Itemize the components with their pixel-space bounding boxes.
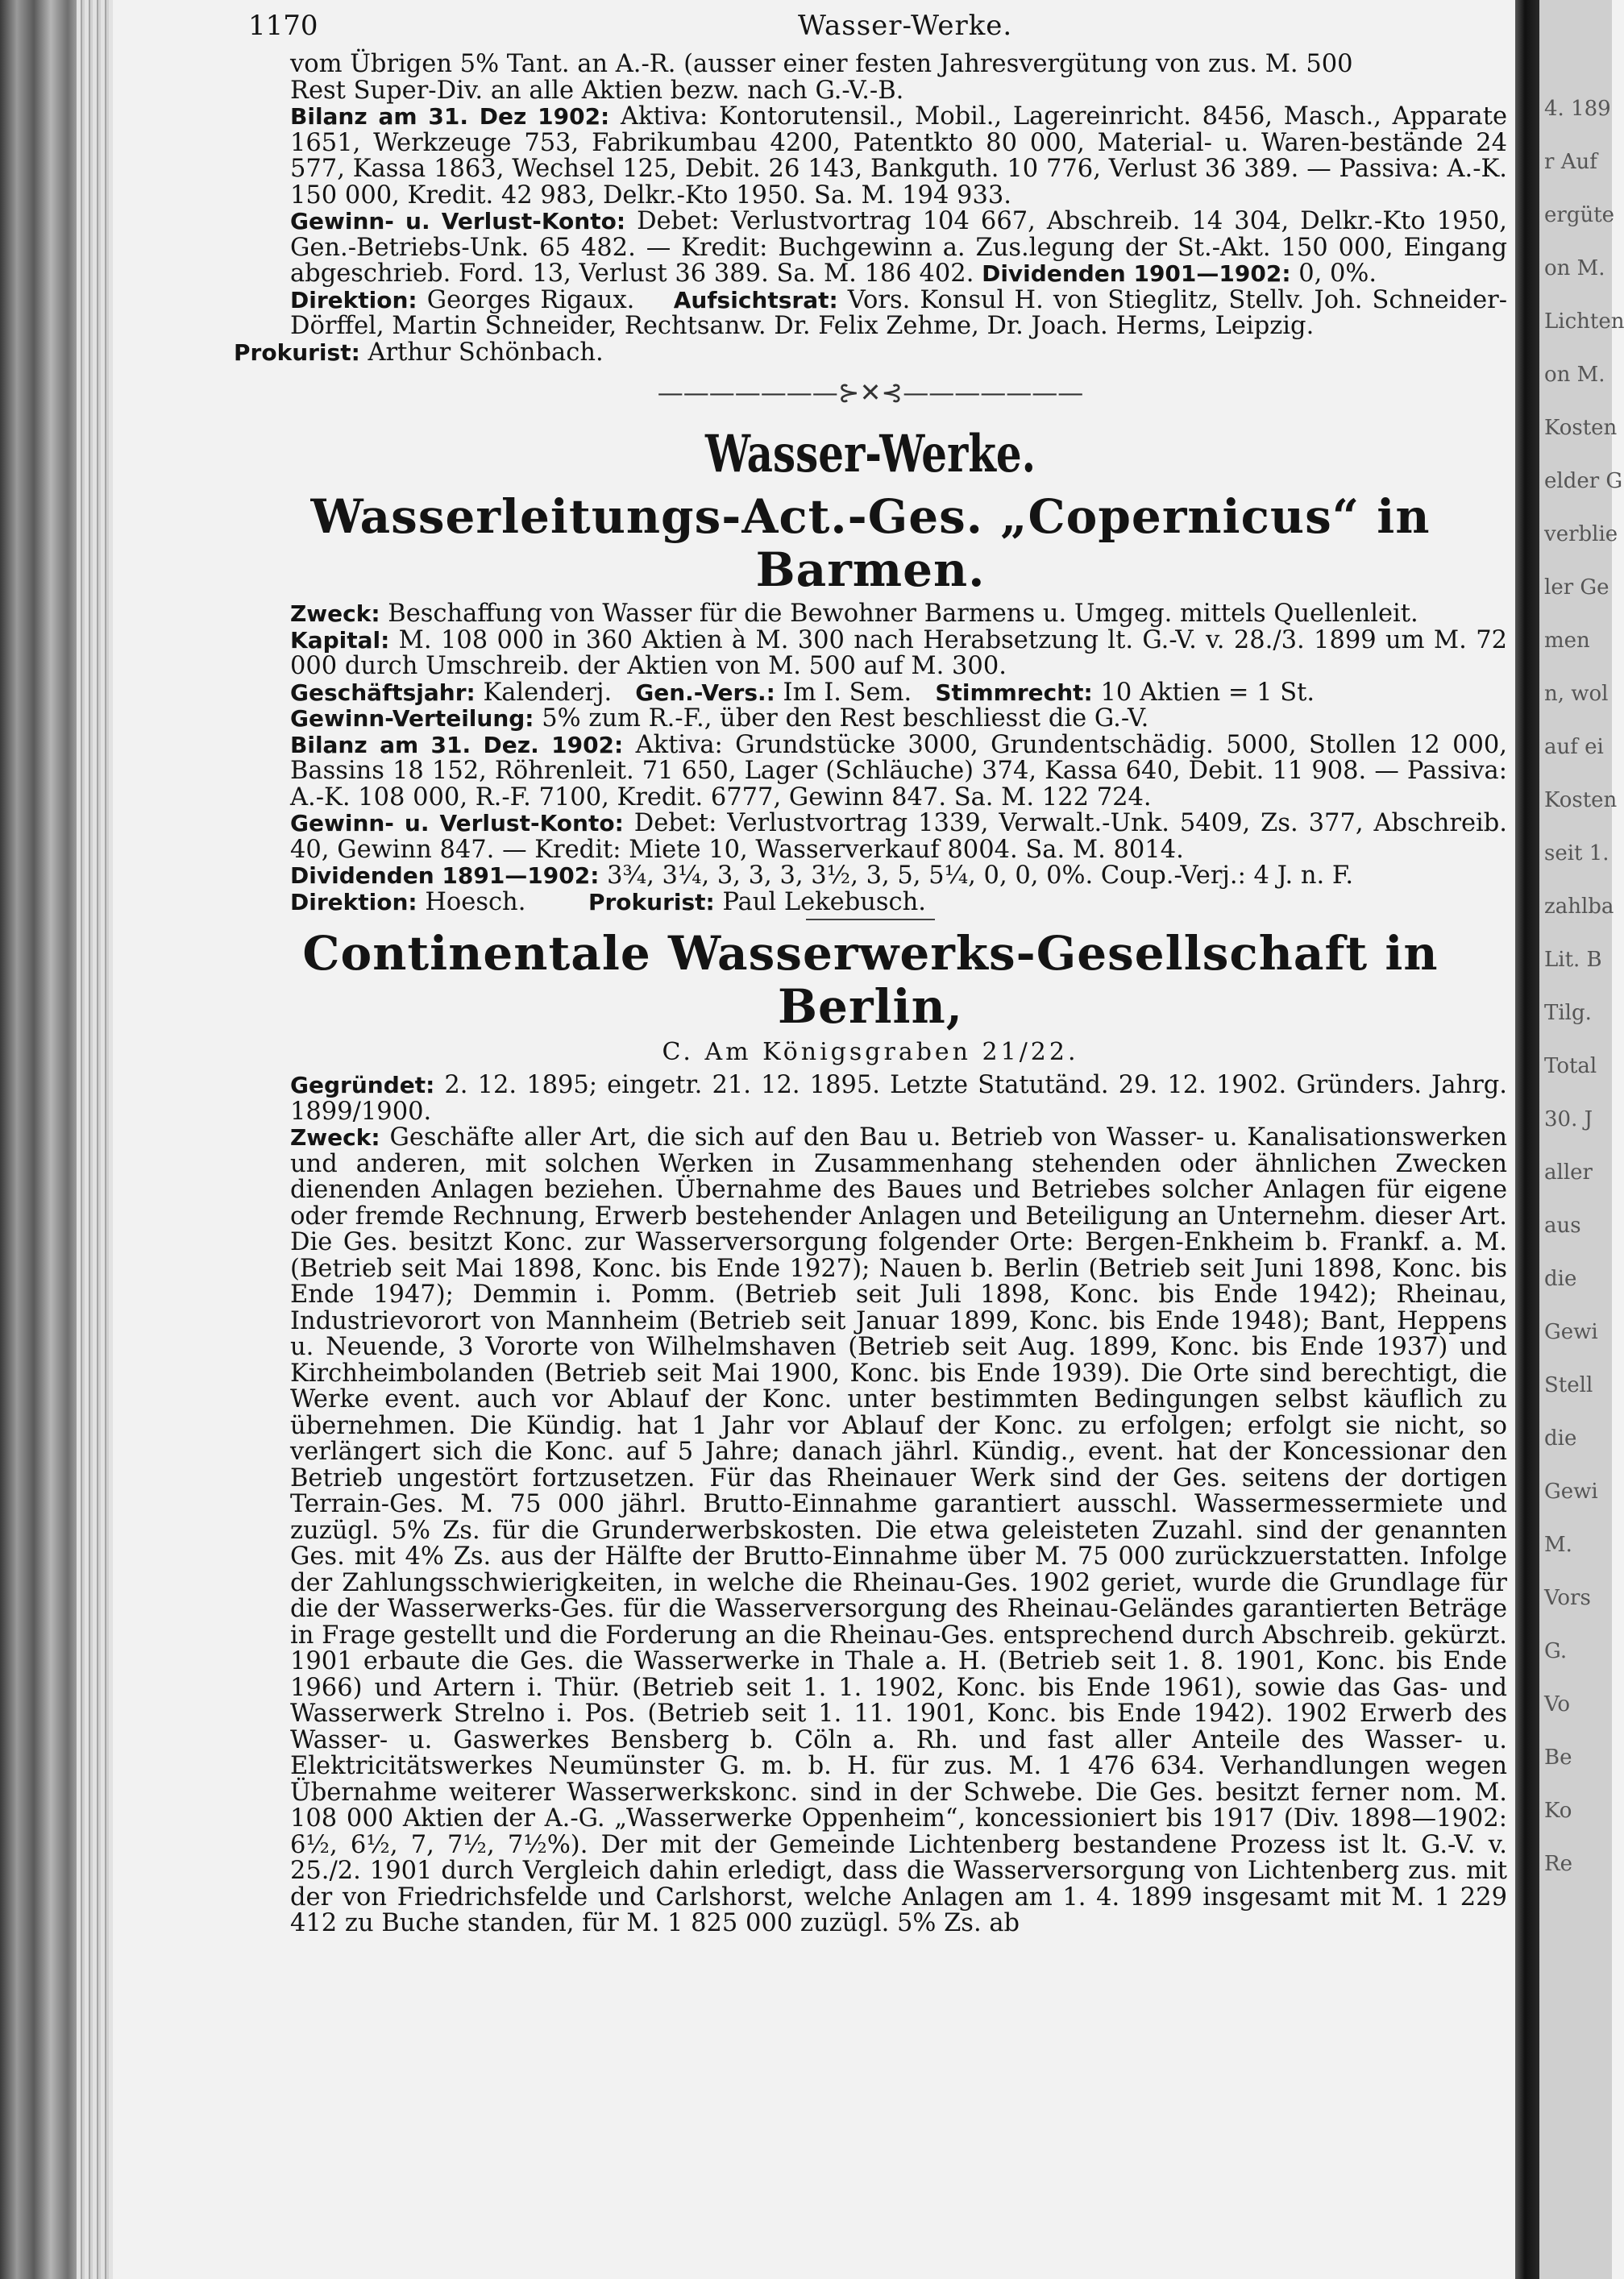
adjacent-page-fragment: Re — [1544, 1852, 1572, 1876]
adjacent-page-fragment: ler Ge — [1544, 575, 1609, 600]
field-value: Aktiva: Grundstücke 3000, Grundentschädig. 5000, Stollen 12 000, Bassins 18 152, Röhrenleit. 71 650, Lager (Schläuche) 374, Kassa 640, Debit. 11 908. — Passiva: A.-K. 108 000, R.-F. 7100, Kredit. 6777, Gewinn 847. Sa. M. 122 724. — [290, 730, 1507, 812]
adjacent-page-fragment: M. — [1544, 1533, 1572, 1557]
field-value: Geschäfte aller Art, die sich auf den Bau u. Betrieb von Wasser- u. Kanalisationswerken und anderen, mit solchen Werken in Zusammenhang stehenden oder ähnlichen Zwecken dienenden Anlagen beziehen. Übernahme des Baues und Betriebes solcher Anlagen für eigene oder fremde Rechnung, Erwerb bestehender Anlagen und Beteiligung an Unternehm. dieser Art. Die Ges. besitzt Konc. zur Wasserversorgung folgender Orte: Bergen-Enkheim b. Frankf. a. M. (Betrieb seit Mai 1898, Konc. bis Ende 1927); Nauen b. Berlin (Betrieb seit Juni 1898, Konc. bis Ende 1947); Demmin i. Pomm. (Betrieb seit Juli 1898, Konc. bis Ende 1942); Rheinau, Industrievorort von Mannheim (Betrieb seit Januar 1899, Konc. bis Ende 1948); Bant, Heppens u. Neuende, 3 Vororte von Wilhelmshaven (Betrieb seit Aug. 1899, Konc. bis Ende 1937) und Kirchheimbolanden (Betrieb seit Mai 1900, Konc. bis Ende 1939). Die Orte sind berechtigt, die Werke event. auch vor Ablauf der Konc. unter bestimmten Bedingungen selbst käuflich zu übernehmen. Die Kündig. hat 1 Jahr vor Ablauf der Konc. zu erfolgen; erfolgt sie nicht, so verlängert sich die Konc. auf 5 Jahre; danach jährl. Kündig., event. hat der Koncessionar den Betrieb ungestört fortzusetzen. Für das Rheinauer Werk sind der Ges. seitens der dortigen Terrain-Ges. M. 75 000 jährl. Brutto-Einnahme garantiert ausschl. Wassermessermiete und zuzügl. 5% Zs. für die Grunderwerbskosten. Die etwa geleisteten Zuzahl. sind der genannten Ges. mit 4% Zs. aus der Hälfte der Brutto-Einnahme über M. 75 000 zurückzuerstatten. Infolge der Zahlungsschwierigkeiten, in welche die Rheinau-Ges. 1902 geriet, wurde die Grundlage für die der Wasserwerks-Ges. für die Wasserversorgung des Rheinau-Geländes garantierten Beträge in Frage gestellt und die Forderung an die Rheinau-Ges. entsprechend durch Abschreib. gekürzt. 1901 erbaute die Ges. die Wasserwerke in Thale a. H. (Betrieb seit 1. 8. 1901, Konc. bis Ende 1966) und Artern i. Thür. (Betrieb seit 1. 1. 1902, Konc. bis Ende 1961), sowie das Gas- und Wasserwerk Strelno i. Pos. (Betrieb seit 1. 11. 1901, Konc. bis Ende 1942). 1902 Erwerb des Wasser- u. Gaswerkes Bensberg b. Cöln a. Rh. und fast aller Anteile des Wasser- u. Elektricitätswerkes Neumünster G. m. b. H. für zus. M. 1 476 634. Verhandlungen wegen Übernahme weiterer Wasserwerkskonc. sind in der Schwebe. Die Ges. besitzt ferner nom. M. 108 000 Aktien der A.-G. „Wasserwerke Oppenheim“, koncessioniert bis 1917 (Div. 1898—1902: 6½, 6½, 7, 7½, 7½%). Der mit der Gemeinde Lichtenberg bestandene Prozess ist lt. G.-V. v. 25./2. 1901 durch Vergleich dahin erledigt, dass die Wasserversorgung von Lichtenberg zus. mit der von Friedrichsfelde und Carlshorst, welche Anlagen am 1. 4. 1899 insgesamt mit M. 1 229 412 zu Buche standen, für M. 1 825 000 zuzügl. 5% Zs. ab — [290, 1123, 1508, 1937]
field-label: Direktion: — [290, 286, 417, 313]
company-entry — [234, 601, 1507, 915]
adjacent-page-fragment: Ko — [1544, 1799, 1572, 1823]
field-value: Beschaffung von Wasser für die Bewohner Barmens u. Umgeg. mittels Quellenleit. — [388, 600, 1418, 628]
dividenden-paragraph — [234, 863, 1507, 890]
field-value: Kalenderj. — [483, 678, 613, 707]
field-value: 3¾, 3¼, 3, 3, 3, 3½, 3, 5, 5¼, 0, 0, 0%. Coup.-Verj.: 4 J. n. F. — [607, 861, 1354, 890]
adjacent-page-edge — [1539, 0, 1624, 2279]
page-number: 1170 — [248, 10, 318, 42]
adjacent-page-fragment: on M. — [1544, 256, 1605, 280]
company-address: C. Am Königsgraben 21/22. — [662, 1038, 1079, 1066]
adjacent-page-fragment: seit 1. — [1544, 841, 1609, 866]
adjacent-page-fragment: Gewi — [1544, 1480, 1598, 1504]
adjacent-page-fragment: aus — [1544, 1214, 1581, 1238]
adjacent-page-fragment: verblie — [1544, 522, 1618, 546]
ornament-divider: ———————⊱✕⊰——————— — [657, 377, 1084, 408]
field-label: Bilanz am 31. Dez. 1902: — [290, 731, 624, 758]
adjacent-page-fragment: Kosten — [1544, 788, 1618, 812]
adjacent-page-fragment: G. — [1544, 1639, 1568, 1663]
guv-paragraph — [234, 209, 1507, 288]
adjacent-page-fragment: r Auf — [1544, 150, 1597, 174]
adjacent-page-fragment: Total — [1544, 1054, 1597, 1078]
field-label: Aufsichtsrat: — [673, 286, 838, 313]
geschaeftsjahr-paragraph — [234, 680, 1507, 707]
zweck-paragraph — [234, 601, 1507, 628]
field-label: Prokurist: — [234, 338, 360, 366]
field-label: Dividenden 1891—1902: — [290, 862, 600, 889]
adjacent-page-fragment: 4. 189 — [1544, 97, 1611, 121]
previous-entry-continuation — [234, 52, 1507, 366]
field-label: Direktion: — [290, 888, 417, 915]
adjacent-page-fragment: Gewi — [1544, 1320, 1598, 1344]
field-label: Gen.-Vers.: — [635, 679, 775, 706]
adjacent-page-fragment: Kosten — [1544, 416, 1618, 440]
field-value: Im I. Sem. — [783, 678, 912, 707]
adjacent-page-fragment: 30. J — [1544, 1107, 1593, 1131]
field-label: Gegründet: — [290, 1072, 435, 1098]
field-value: M. 108 000 in 360 Aktien à M. 300 nach Herabsetzung lt. G.-V. v. 28./3. 1899 um M. 72 000 durch Umschreib. der Aktien von M. 500 auf M. 300. — [290, 625, 1507, 680]
aufsichtsrat-paragraph — [234, 285, 1508, 340]
book-spine — [0, 0, 113, 2279]
running-header — [234, 10, 1507, 52]
field-value: Debet: Verlustvortrag 104 667, Abschreib. 14 304, Delkr.-Kto 1950, Gen.-Betriebs-Unk. 65 482. — Kredit: Buchgewinn a. Zus.legung der St.-Akt. 150 000, Eingang abgeschrieb. Ford. 13, Verlust 36 389. Sa. M. 186 402. — [290, 207, 1507, 288]
company-title: Continentale Wasserwerks-Gesellschaft in Berlin, — [302, 926, 1439, 1034]
adjacent-page-fragment: ergüte — [1544, 203, 1615, 227]
document-page — [234, 10, 1507, 1937]
adjacent-page-fragment: Lichten — [1544, 309, 1624, 334]
field-value: Paul Lekebusch. — [722, 887, 926, 916]
prokurist-paragraph — [234, 340, 1507, 367]
kapital-paragraph — [234, 625, 1507, 680]
adjacent-page-fragment: auf ei — [1544, 735, 1604, 759]
field-label: Gewinn- u. Verlust-Konto: — [290, 208, 626, 235]
adjacent-page-fragment: Be — [1544, 1746, 1572, 1770]
bilanz-paragraph — [234, 104, 1507, 209]
adjacent-page-fragment: elder G — [1544, 469, 1623, 493]
field-label: Gewinn- u. Verlust-Konto: — [290, 810, 624, 836]
field-value: Vors. Konsul H. von Stieglitz, Stellv. Joh. Schneider-Dörffel, Martin Schneider, Rechtsanw. Dr. Felix Zehme, Dr. Joach. Herms, Leipzig. — [290, 285, 1508, 340]
adjacent-page-fragment: on M. — [1544, 363, 1605, 387]
page-gutter — [1515, 0, 1539, 2279]
bilanz-paragraph — [234, 730, 1507, 812]
field-value: 10 Aktien = 1 St. — [1100, 678, 1315, 707]
adjacent-page-fragment: die — [1544, 1426, 1577, 1451]
divider-rule — [806, 919, 935, 920]
field-label: Kapital: — [290, 626, 390, 654]
section-title: Wasser-Werke. — [704, 424, 1036, 484]
adjacent-page-fragment: aller — [1544, 1160, 1593, 1185]
field-label: Zweck: — [290, 600, 380, 627]
field-label: Prokurist: — [588, 888, 715, 915]
adjacent-page-fragment: Lit. B — [1544, 948, 1602, 972]
gewinnverteilung-paragraph — [234, 706, 1507, 733]
field-value: Hoesch. — [425, 887, 526, 916]
field-label: Stimmrecht: — [935, 679, 1093, 706]
field-label: Gewinn-Verteilung: — [290, 705, 534, 732]
field-value: Arthur Schönbach. — [368, 338, 604, 367]
text-line: vom Übrigen 5% Tant. an A.-R. (ausser einer festen Jahresvergütung von zus. M. 500 — [290, 50, 1353, 78]
field-value: 0, 0%. — [1298, 259, 1377, 288]
adjacent-page-fragment: Vo — [1544, 1692, 1571, 1717]
field-label: Bilanz am 31. Dez 1902: — [290, 103, 610, 130]
field-label: Zweck: — [290, 1124, 380, 1151]
company-title: Wasserleitungs-Act.-Ges. „Copernicus“ in Barmen. — [310, 489, 1431, 597]
adjacent-page-fragment: Stell — [1544, 1373, 1593, 1397]
field-value: 5% zum R.-F., über den Rest beschliesst die G.-V. — [542, 704, 1149, 733]
field-value: Aktiva: Kontorutensil., Mobil., Lagereinricht. 8456, Masch., Apparate 1651, Werkzeuge 753, Fabrikumbau 4200, Patentkto 80 000, Material- u. Waren-bestände 24 577, Kassa 1863, Wechsel 125, Debit. 26 143, Bankguth. 10 776, Verlust 36 389. — Passiva: A.-K. 150 000, Kredit. 42 983, Delkr.-Kto 1950. Sa. M. 194 933. — [290, 102, 1507, 210]
field-label: Geschäftsjahr: — [290, 679, 476, 706]
field-label: Dividenden 1901—1902: — [982, 260, 1291, 287]
gegruendet-paragraph — [234, 1073, 1507, 1125]
guv-paragraph — [234, 811, 1507, 863]
adjacent-page-fragment: men — [1544, 629, 1590, 653]
adjacent-page-fragment: die — [1544, 1267, 1577, 1291]
adjacent-page-fragment: n, wol — [1544, 682, 1609, 706]
direktion-paragraph — [234, 887, 1507, 916]
zweck-paragraph — [234, 1125, 1507, 1937]
adjacent-page-fragment: Vors — [1544, 1586, 1591, 1610]
adjacent-page-fragment: zahlba — [1544, 895, 1614, 919]
text-line: Rest Super-Div. an alle Aktien bezw. nach G.-V.-B. — [290, 76, 904, 105]
company-entry — [234, 1073, 1507, 1937]
running-title: Wasser-Werke. — [798, 10, 1013, 42]
field-value: Georges Rigaux. — [426, 285, 635, 314]
adjacent-page-fragment: Tilg. — [1544, 1001, 1592, 1025]
field-value: Debet: Verlustvortrag 1339, Verwalt.-Unk. 5409, Zs. 377, Abschreib. 40, Gewinn 847. — Kredit: Miete 10, Wasserverkauf 8004. Sa. M. 8014. — [290, 809, 1508, 864]
field-value: 2. 12. 1895; eingetr. 21. 12. 1895. Letzte Statutänd. 29. 12. 1902. Gründers. Jahrg. 1899/1900. — [290, 1071, 1507, 1126]
